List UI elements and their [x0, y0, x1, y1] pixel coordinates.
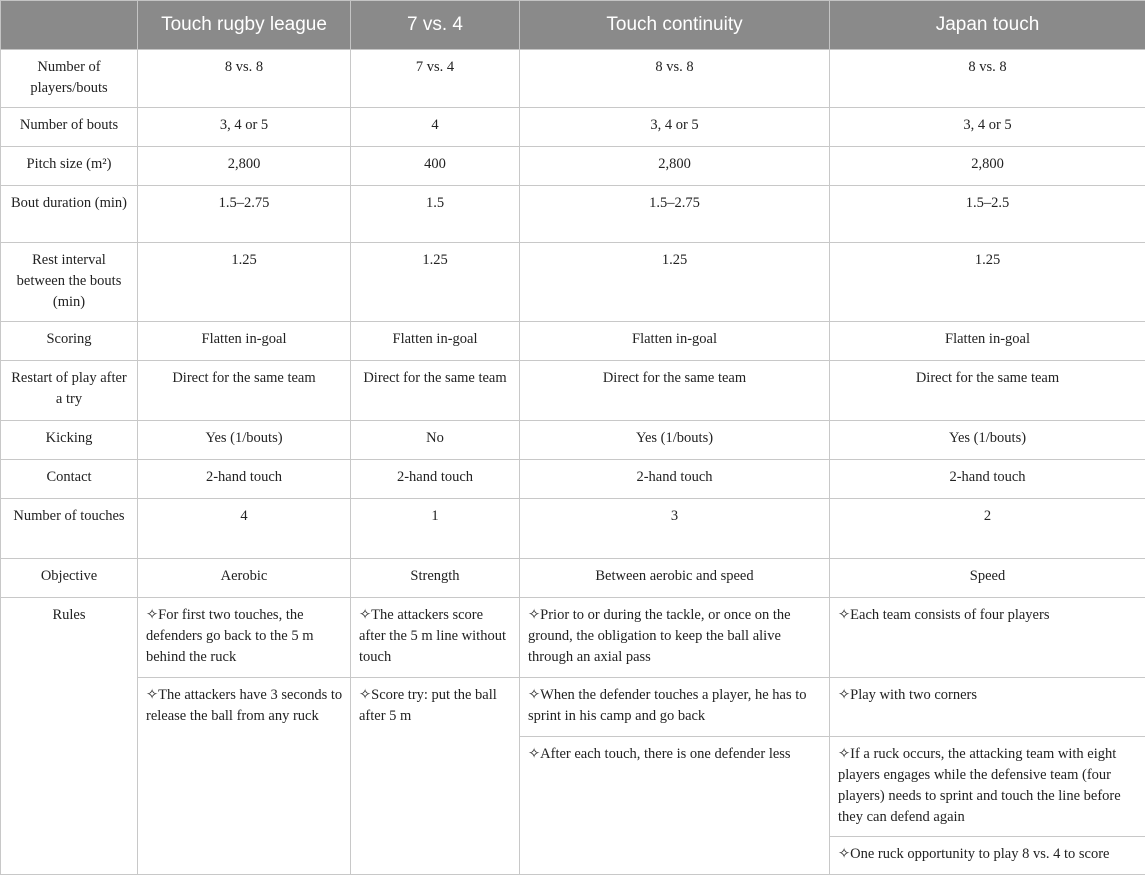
table-row [1, 559, 1145, 598]
table-row [1, 322, 1145, 361]
cell-touch-continuity: 3, 4 or 5 [520, 108, 830, 147]
row-label: Pitch size (m²) [1, 147, 138, 186]
header-touch-continuity: Touch continuity [520, 1, 830, 50]
row-label: Objective [1, 559, 138, 598]
cell-7-vs-4: Direct for the same team [351, 361, 520, 421]
cell-touch-rugby-league: 8 vs. 8 [138, 50, 351, 108]
cell-touch-rugby-league: 2-hand touch [138, 460, 351, 499]
rule-touch-rugby-league: ✧The attackers have 3 seconds to release the ball from any ruck [138, 678, 351, 875]
cell-7-vs-4: 4 [351, 108, 520, 147]
row-label: Contact [1, 460, 138, 499]
rule-touch-continuity: ✧When the defender touches a player, he has to sprint in his camp and go back [520, 678, 830, 737]
cell-7-vs-4: 2-hand touch [351, 460, 520, 499]
cell-japan-touch: 2,800 [830, 147, 1145, 186]
cell-touch-continuity: 3 [520, 499, 830, 559]
cell-touch-continuity: 8 vs. 8 [520, 50, 830, 108]
cell-touch-rugby-league: 1.25 [138, 243, 351, 322]
header-7-vs-4: 7 vs. 4 [351, 1, 520, 50]
row-label: Restart of play after a try [1, 361, 138, 421]
cell-touch-continuity: Between aerobic and speed [520, 559, 830, 598]
cell-japan-touch: Yes (1/bouts) [830, 421, 1145, 460]
rule-japan-touch: ✧Each team consists of four players [830, 598, 1145, 678]
cell-touch-rugby-league: Yes (1/bouts) [138, 421, 351, 460]
row-label: Kicking [1, 421, 138, 460]
rules-label: Rules [1, 598, 138, 875]
row-label: Number of bouts [1, 108, 138, 147]
row-label: Number of touches [1, 499, 138, 559]
cell-japan-touch: 3, 4 or 5 [830, 108, 1145, 147]
rule-japan-touch: ✧One ruck opportunity to play 8 vs. 4 to score [830, 837, 1145, 875]
row-label: Number of players/bouts [1, 50, 138, 108]
cell-touch-rugby-league: 4 [138, 499, 351, 559]
cell-7-vs-4: Strength [351, 559, 520, 598]
cell-7-vs-4: No [351, 421, 520, 460]
cell-touch-rugby-league: Direct for the same team [138, 361, 351, 421]
cell-japan-touch: Flatten in-goal [830, 322, 1145, 361]
cell-7-vs-4: 7 vs. 4 [351, 50, 520, 108]
cell-touch-continuity: 1.25 [520, 243, 830, 322]
rule-japan-touch: ✧If a ruck occurs, the attacking team with eight players engages while the defensive team (four players) needs to sprint and touch the line before they can defend again [830, 737, 1145, 837]
table-row [1, 460, 1145, 499]
cell-touch-rugby-league: Flatten in-goal [138, 322, 351, 361]
table-row [1, 361, 1145, 421]
rule-touch-continuity: ✧Prior to or during the tackle, or once on the ground, the obligation to keep the ball alive through an axial pass [520, 598, 830, 678]
cell-touch-continuity: Yes (1/bouts) [520, 421, 830, 460]
cell-7-vs-4: Flatten in-goal [351, 322, 520, 361]
row-label: Scoring [1, 322, 138, 361]
table-row [1, 186, 1145, 243]
header-corner [1, 1, 138, 50]
table-row [1, 499, 1145, 559]
cell-touch-rugby-league: Aerobic [138, 559, 351, 598]
rule-touch-continuity: ✧After each touch, there is one defender less [520, 737, 830, 875]
rule-7-vs-4: ✧The attackers score after the 5 m line without touch [351, 598, 520, 678]
cell-japan-touch: Direct for the same team [830, 361, 1145, 421]
cell-touch-continuity: Flatten in-goal [520, 322, 830, 361]
table-row [1, 50, 1145, 108]
cell-7-vs-4: 1.25 [351, 243, 520, 322]
cell-7-vs-4: 400 [351, 147, 520, 186]
row-label: Bout duration (min) [1, 186, 138, 243]
cell-japan-touch: 2 [830, 499, 1145, 559]
rule-7-vs-4: ✧Score try: put the ball after 5 m [351, 678, 520, 875]
rules-row [1, 678, 1145, 737]
cell-japan-touch: 1.5–2.5 [830, 186, 1145, 243]
row-label: Rest interval between the bouts (min) [1, 243, 138, 322]
cell-touch-continuity: 2,800 [520, 147, 830, 186]
cell-7-vs-4: 1.5 [351, 186, 520, 243]
cell-7-vs-4: 1 [351, 499, 520, 559]
cell-touch-continuity: Direct for the same team [520, 361, 830, 421]
cell-touch-continuity: 1.5–2.75 [520, 186, 830, 243]
header-row [1, 1, 1145, 50]
header-touch-rugby-league: Touch rugby league [138, 1, 351, 50]
cell-japan-touch: 8 vs. 8 [830, 50, 1145, 108]
header-japan-touch: Japan touch [830, 1, 1145, 50]
table-row [1, 108, 1145, 147]
cell-touch-continuity: 2-hand touch [520, 460, 830, 499]
table-row [1, 243, 1145, 322]
table-row [1, 421, 1145, 460]
rules-row [1, 598, 1145, 678]
cell-touch-rugby-league: 1.5–2.75 [138, 186, 351, 243]
cell-japan-touch: Speed [830, 559, 1145, 598]
cell-japan-touch: 2-hand touch [830, 460, 1145, 499]
rule-japan-touch: ✧Play with two corners [830, 678, 1145, 737]
rule-touch-rugby-league: ✧For first two touches, the defenders go back to the 5 m behind the ruck [138, 598, 351, 678]
cell-touch-rugby-league: 2,800 [138, 147, 351, 186]
cell-touch-rugby-league: 3, 4 or 5 [138, 108, 351, 147]
table-row [1, 147, 1145, 186]
cell-japan-touch: 1.25 [830, 243, 1145, 322]
